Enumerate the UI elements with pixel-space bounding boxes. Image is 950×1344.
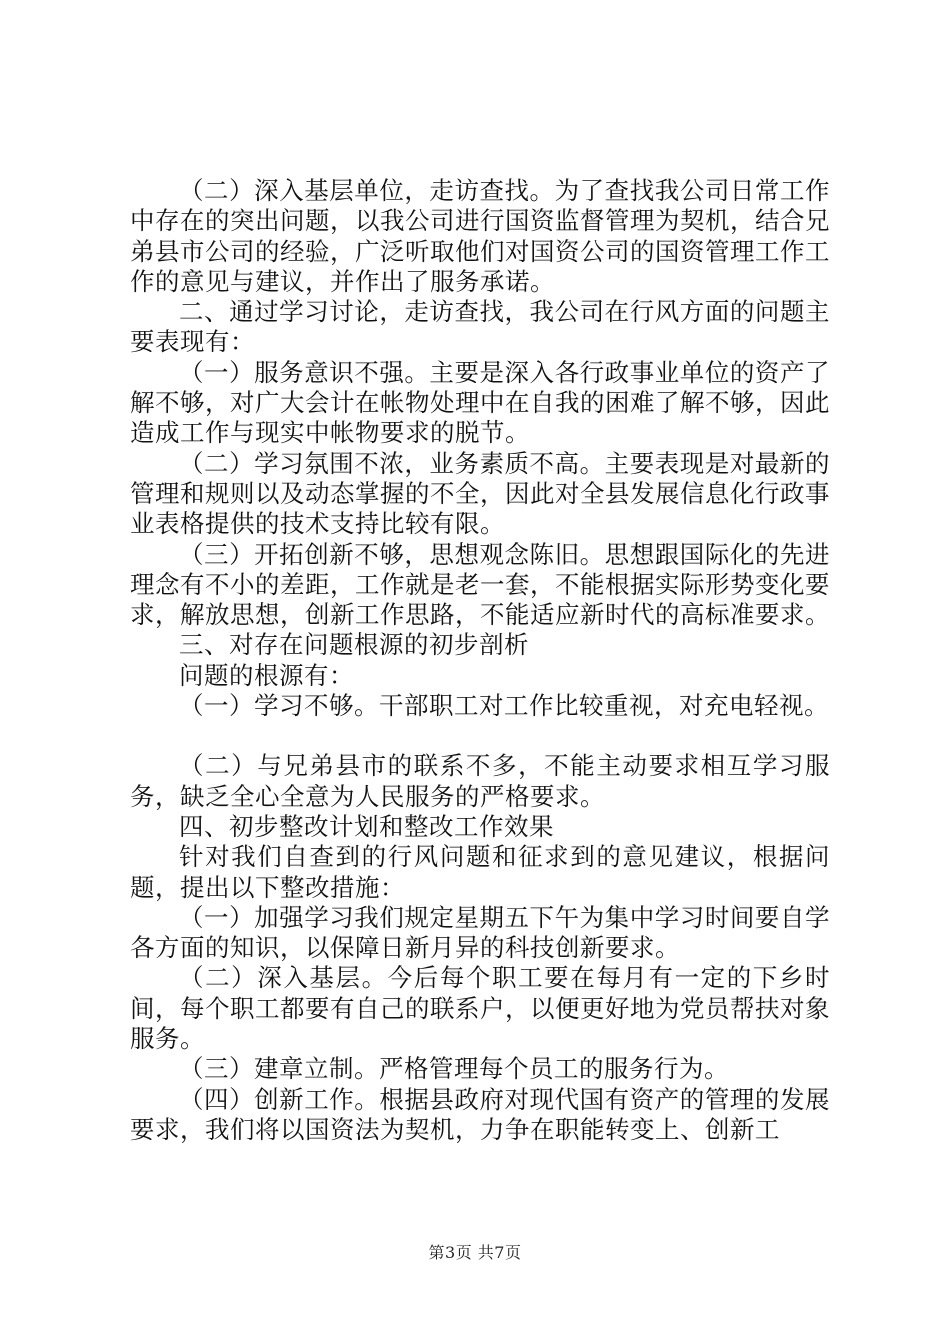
- paragraph-12: （一）加强学习我们规定星期五下午为集中学习时间要自学各方面的知识，以保障日新月异的科技创新要求。: [130, 902, 830, 963]
- paragraph-6: 三、对存在问题根源的初步剖析: [179, 630, 529, 660]
- page-number-footer: 第3页 共7页: [428, 1243, 522, 1262]
- paragraph-15: （四）创新工作。根据县政府对现代国有资产的管理的发展要求，我们将以国资法为契机，力争在职能转变上、创新工: [130, 1084, 830, 1144]
- paragraph-gap: [130, 721, 830, 751]
- paragraph-1: （二）深入基层单位，走访查找。为了查找我公司日常工作中存在的突出问题，以我公司进行国资监督管理为契机，结合兄弟县市公司的经验，广泛听取他们对国资公司的国资管理工作工作的意见与建议，并作出了服务承诺。: [130, 176, 830, 296]
- paragraph-2: 二、通过学习讨论，走访查找，我公司在行风方面的问题主要表现有：: [130, 297, 830, 357]
- paragraph-3: （一）服务意识不强。主要是深入各行政事业单位的资产了解不够，对广大会计在帐物处理中在自我的困难了解不够，因此造成工作与现实中帐物要求的脱节。: [130, 357, 830, 448]
- paragraph-11: 针对我们自查到的行风问题和征求到的意见建议，根据问题，提出以下整改措施：: [130, 842, 830, 902]
- document-body: [130, 176, 830, 1145]
- paragraph-7: 问题的根源有：: [179, 660, 354, 690]
- paragraph-9: （二）与兄弟县市的联系不多，不能主动要求相互学习服务，缺乏全心全意为人民服务的严格要求。: [130, 751, 830, 811]
- paragraph-8: （一）学习不够。干部职工对工作比较重视，对充电轻视。: [179, 691, 829, 721]
- paragraph-14: （三）建章立制。严格管理每个员工的服务行为。: [179, 1054, 729, 1084]
- paragraph-5: （三）开拓创新不够，思想观念陈旧。思想跟国际化的先进理念有不小的差距，工作就是老一套，不能根据实际形势变化要求，解放思想，创新工作思路，不能适应新时代的高标准要求。: [130, 539, 830, 630]
- paragraph-10: 四、初步整改计划和整改工作效果: [179, 811, 554, 841]
- paragraph-13: （二）深入基层。今后每个职工要在每月有一定的下乡时间，每个职工都要有自己的联系户，以便更好地为党员帮扶对象服务。: [130, 963, 830, 1054]
- paragraph-4: （二）学习氛围不浓，业务素质不高。主要表现是对最新的管理和规则以及动态掌握的不全，因此对全县发展信息化行政事业表格提供的技术支持比较有限。: [130, 448, 830, 539]
